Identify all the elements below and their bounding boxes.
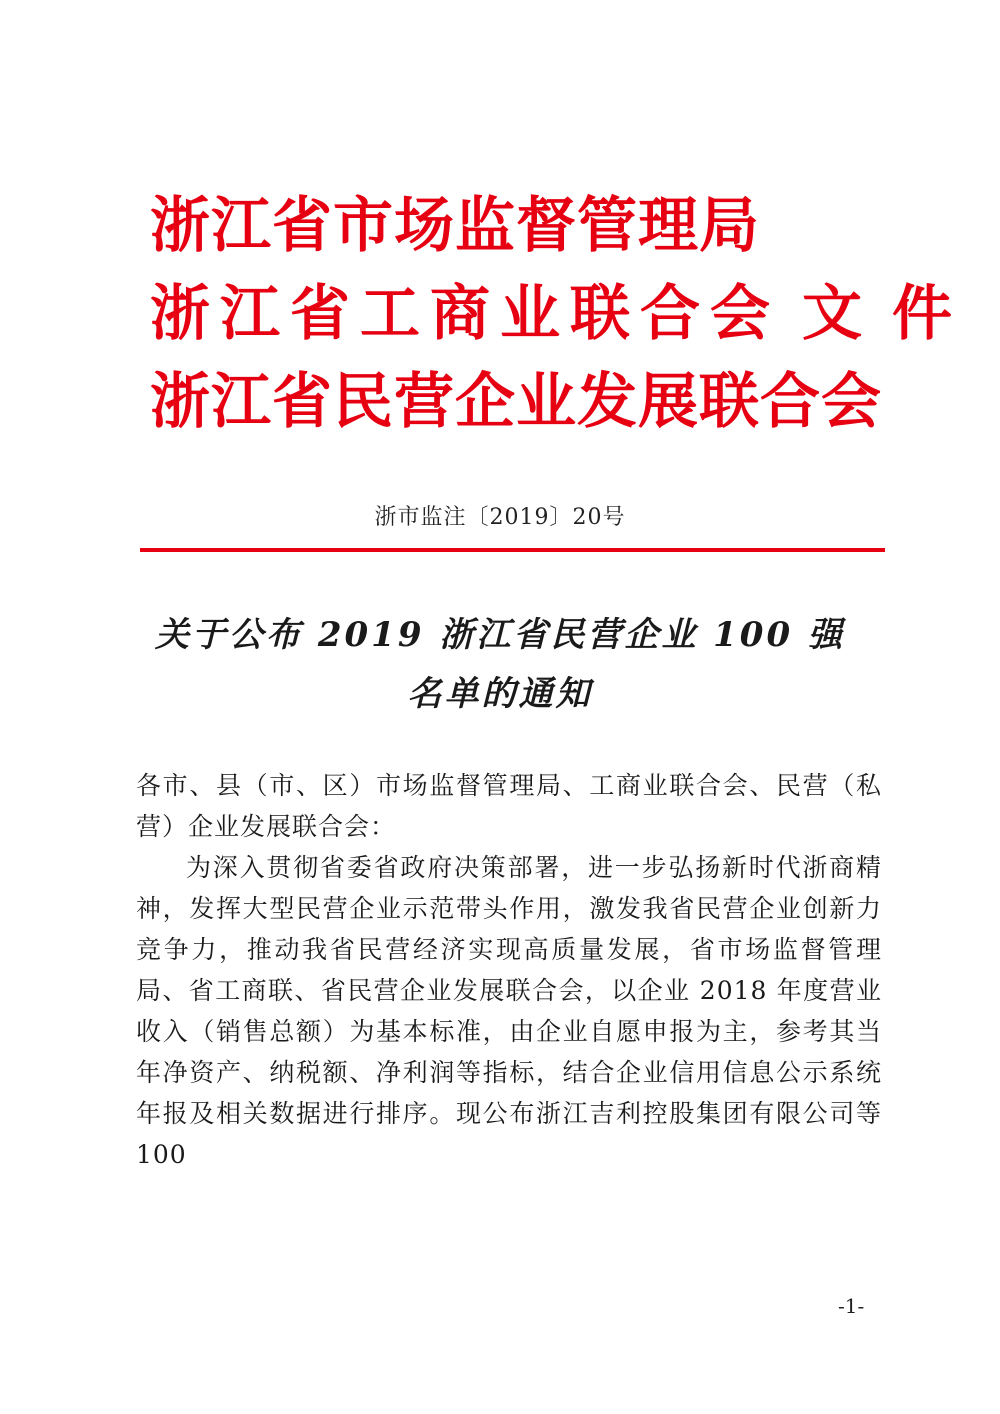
document-number: 浙市监注〔2019〕20号 [374, 505, 626, 530]
body-paragraph: 为深入贯彻省委省政府决策部署，进一步弘扬新时代浙商精神，发挥大型民营企业示范带头作用，激发我省民营企业创新力竞争力，推动我省民营经济实现高质量发展，省市场监督管理局、省工商联、省民营企业发展联合会，以企业 2018 年度营业收入（销售总额）为基本标准，由企业自愿申报为主，参考其当年净资产、纳税额、净利润等指标，结合企业信用信息公示系统年报及相关数据进行排序。现公布浙江吉利控股集团有限公司等 100 [136, 853, 882, 1169]
red-divider-rule [140, 548, 885, 552]
header-authority-market-supervision: 浙江省市场监督管理局 [150, 191, 760, 261]
notice-body [136, 765, 882, 1175]
header-authority-private-enterprise: 浙江省民营企业发展联合会 [150, 367, 882, 437]
header-authority-federation-row [150, 270, 982, 358]
issuing-authorities-header [150, 182, 982, 446]
header-authority-federation: 浙江省工商业联合会 [150, 279, 780, 349]
notice-title-line2: 名单的通知 [407, 674, 593, 714]
notice-title-line1: 关于公布 2019 浙江省民营企业 100 强 [155, 615, 845, 655]
header-document-label: 文件 [802, 279, 982, 349]
page-number: -1- [838, 1294, 865, 1318]
salutation: 各市、县（市、区）市场监督管理局、工商业联合会、民营（私营）企业发展联合会： [136, 771, 882, 841]
